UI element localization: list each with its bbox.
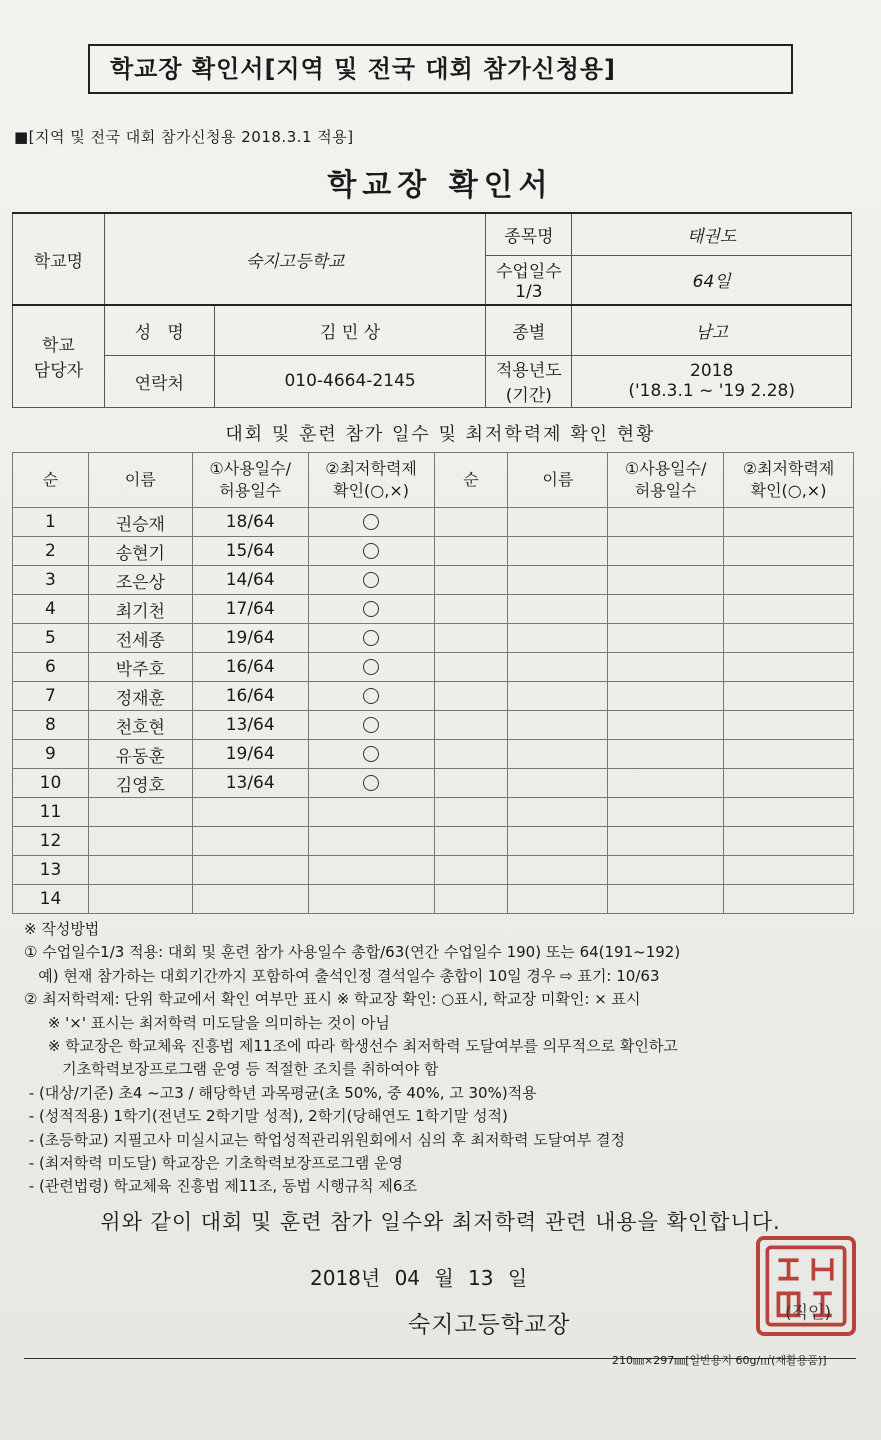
header-name-2: 이름 xyxy=(508,453,608,508)
year-value-line2: ('18.3.1 ~ '19 2.28) xyxy=(628,381,795,401)
event-label: 종목명 xyxy=(486,213,572,255)
header-check-line2: 확인(○,×) xyxy=(750,481,827,500)
row-check xyxy=(308,740,434,769)
row-empty-cell xyxy=(724,624,854,653)
table-row xyxy=(13,798,854,827)
header-name: 이름 xyxy=(88,453,192,508)
row-check xyxy=(308,769,434,798)
row-name xyxy=(88,827,192,856)
confirmed-circle-icon xyxy=(363,630,379,646)
header-check xyxy=(308,453,434,508)
contact-value: 010-4664-2145 xyxy=(214,355,486,407)
note-line: 예) 현재 참가하는 대회기간까지 포함하여 출석인정 결석일수 총합이 10일 경우 ⇨ 표기: 10/63 xyxy=(24,966,660,985)
header-used-days xyxy=(192,453,308,508)
row-empty-cell xyxy=(724,566,854,595)
event-value: 태권도 xyxy=(572,213,852,255)
note-line: 기초학력보장프로그램 운영 등 적절한 조치를 취하여야 함 xyxy=(24,1060,439,1079)
days-label-line2: 1/3 xyxy=(515,282,543,303)
row-no: 11 xyxy=(13,798,89,827)
header-check-2 xyxy=(724,453,854,508)
row-check xyxy=(308,624,434,653)
year-value-line1: 2018 xyxy=(690,361,734,381)
row-name: 권승재 xyxy=(88,508,192,537)
row-name: 유동훈 xyxy=(88,740,192,769)
row-check xyxy=(308,885,434,914)
table-row xyxy=(13,682,854,711)
note-line: - (성적적용) 1학기(전년도 2학기말 성적), 2학기(당해연도 1학기말 성적) xyxy=(24,1107,508,1126)
header-check-line2: 확인(○,×) xyxy=(333,481,409,500)
row-empty-cell xyxy=(608,885,724,914)
row-empty-cell xyxy=(608,653,724,682)
table-row xyxy=(13,827,854,856)
confirmation-statement: 위와 같이 대회 및 훈련 참가 일수와 최저학력 관련 내용을 확인합니다. xyxy=(100,1210,781,1234)
days-value: 64일 xyxy=(572,255,852,305)
row-empty-cell xyxy=(724,856,854,885)
note-line: - (최저학력 미도달) 학교장은 기초학력보장프로그램 운영 xyxy=(24,1154,403,1173)
row-name xyxy=(88,798,192,827)
row-empty-cell xyxy=(434,624,508,653)
row-days: 17/64 xyxy=(192,595,308,624)
row-days: 19/64 xyxy=(192,740,308,769)
row-check xyxy=(308,798,434,827)
row-check xyxy=(308,537,434,566)
days-label-line1: 수업일수 xyxy=(496,262,562,283)
row-empty-cell xyxy=(608,508,724,537)
row-empty-cell xyxy=(434,537,508,566)
note-line: ① 수업일수1/3 적용: 대회 및 훈련 참가 사용일수 총합/63(연간 수업일수 190) 또는 64(191~192) xyxy=(24,943,681,962)
row-days: 16/64 xyxy=(192,653,308,682)
note-line: ※ 학교장은 학교체육 진흥법 제11조에 따라 학생선수 최저학력 도달여부를 의무적으로 확인하고 xyxy=(24,1037,678,1056)
row-no: 8 xyxy=(13,711,89,740)
row-empty-cell xyxy=(608,624,724,653)
school-value: 숙지고등학교 xyxy=(104,213,486,305)
note-line: - (초등학교) 지필고사 미실시교는 학업성적관리위원회에서 심의 후 최저학력 도달여부 결정 xyxy=(24,1130,625,1149)
row-days: 18/64 xyxy=(192,508,308,537)
row-empty-cell xyxy=(434,682,508,711)
header-check-line1: ②최저학력제 xyxy=(325,459,417,478)
header-used-line2: 허용일수 xyxy=(634,481,697,500)
row-no: 13 xyxy=(13,856,89,885)
row-days xyxy=(192,856,308,885)
row-empty-cell xyxy=(508,798,608,827)
name-label: 성 명 xyxy=(104,305,214,355)
row-empty-cell xyxy=(724,508,854,537)
row-empty-cell xyxy=(508,885,608,914)
row-empty-cell xyxy=(724,653,854,682)
row-empty-cell xyxy=(608,740,724,769)
row-check xyxy=(308,856,434,885)
row-empty-cell xyxy=(724,682,854,711)
row-check xyxy=(308,827,434,856)
row-empty-cell xyxy=(508,856,608,885)
row-no: 4 xyxy=(13,595,89,624)
row-empty-cell xyxy=(724,595,854,624)
row-empty-cell xyxy=(434,566,508,595)
row-no: 1 xyxy=(13,508,89,537)
row-name: 전세종 xyxy=(88,624,192,653)
type-label: 종별 xyxy=(486,305,572,355)
row-name: 최기천 xyxy=(88,595,192,624)
row-empty-cell xyxy=(508,595,608,624)
row-empty-cell xyxy=(608,798,724,827)
note-line: ② 최저학력제: 단위 학교에서 확인 여부만 표시 ※ 학교장 확인: ○표시, 학교장 미확인: × 표시 xyxy=(24,990,641,1009)
year-label-line1: 적용년도 xyxy=(496,361,562,381)
row-empty-cell xyxy=(508,682,608,711)
row-check xyxy=(308,653,434,682)
row-name: 박주호 xyxy=(88,653,192,682)
row-name: 조은상 xyxy=(88,566,192,595)
row-empty-cell xyxy=(434,885,508,914)
row-empty-cell xyxy=(434,769,508,798)
row-no: 7 xyxy=(13,682,89,711)
confirmed-circle-icon xyxy=(363,746,379,762)
table-row xyxy=(13,595,854,624)
row-empty-cell xyxy=(434,856,508,885)
table-row xyxy=(13,566,854,595)
row-empty-cell xyxy=(434,827,508,856)
row-empty-cell xyxy=(608,711,724,740)
row-name: 정재훈 xyxy=(88,682,192,711)
year-value xyxy=(572,355,852,407)
year-label xyxy=(486,355,572,407)
year-label-line2: (기간) xyxy=(505,386,552,406)
row-name xyxy=(88,885,192,914)
row-days xyxy=(192,798,308,827)
issue-date: 2018년 04 월 13 일 xyxy=(310,1266,528,1290)
note-line: - (대상/기준) 초4 ~고3 / 해당학년 과목평균(초 50%, 중 40%, 고 30%)적용 xyxy=(24,1083,537,1102)
row-no: 6 xyxy=(13,653,89,682)
row-empty-cell xyxy=(434,711,508,740)
row-empty-cell xyxy=(608,769,724,798)
row-empty-cell xyxy=(508,711,608,740)
row-empty-cell xyxy=(434,740,508,769)
header-used-days-2 xyxy=(608,453,724,508)
seal-mark: (직인) xyxy=(785,1303,832,1323)
row-name xyxy=(88,856,192,885)
row-days xyxy=(192,885,308,914)
row-days: 14/64 xyxy=(192,566,308,595)
row-days: 13/64 xyxy=(192,711,308,740)
row-days: 13/64 xyxy=(192,769,308,798)
header-used-line1: ①사용일수/ xyxy=(624,459,707,478)
section-title: 대회 및 훈련 참가 일수 및 최저학력제 확인 현황 xyxy=(225,424,656,445)
table-row xyxy=(13,769,854,798)
type-value: 남고 xyxy=(572,305,852,355)
confirmed-circle-icon xyxy=(363,775,379,791)
row-no: 3 xyxy=(13,566,89,595)
row-no: 12 xyxy=(13,827,89,856)
row-empty-cell xyxy=(724,740,854,769)
name-value: 김 민 상 xyxy=(214,305,486,355)
row-no: 2 xyxy=(13,537,89,566)
header-check-line1: ②최저학력제 xyxy=(742,459,835,478)
row-empty-cell xyxy=(724,798,854,827)
row-no: 5 xyxy=(13,624,89,653)
row-check xyxy=(308,595,434,624)
row-empty-cell xyxy=(608,566,724,595)
confirmed-circle-icon xyxy=(363,572,379,588)
header-used-line1: ①사용일수/ xyxy=(209,459,291,478)
row-empty-cell xyxy=(608,595,724,624)
confirmed-circle-icon xyxy=(363,543,379,559)
confirmed-circle-icon xyxy=(363,601,379,617)
document-box-title: 학교장 확인서[지역 및 전국 대회 참가신청용] xyxy=(88,44,793,94)
days-label xyxy=(486,255,572,305)
confirmed-circle-icon xyxy=(363,717,379,733)
note-line: - (관련법령) 학교체육 진흥법 제11조, 동법 시행규칙 제6조 xyxy=(24,1177,417,1196)
header-no-2: 순 xyxy=(434,453,508,508)
row-empty-cell xyxy=(608,856,724,885)
table-row xyxy=(13,856,854,885)
row-name: 김영호 xyxy=(88,769,192,798)
row-check xyxy=(308,508,434,537)
row-name: 천호현 xyxy=(88,711,192,740)
row-empty-cell xyxy=(724,885,854,914)
confirmed-circle-icon xyxy=(363,688,379,704)
info-table xyxy=(12,212,852,408)
row-empty-cell xyxy=(434,653,508,682)
school-label: 학교명 xyxy=(13,213,105,305)
row-name: 송현기 xyxy=(88,537,192,566)
row-days: 15/64 xyxy=(192,537,308,566)
note-line: ※ '×' 표시는 최저학력 미도달을 의미하는 것이 아님 xyxy=(24,1013,390,1032)
row-no: 9 xyxy=(13,740,89,769)
manager-label-line2: 담당자 xyxy=(33,361,84,382)
participants-table xyxy=(12,452,854,914)
row-empty-cell xyxy=(608,827,724,856)
confirmed-circle-icon xyxy=(363,659,379,675)
row-days: 16/64 xyxy=(192,682,308,711)
row-check xyxy=(308,566,434,595)
row-empty-cell xyxy=(434,595,508,624)
principal-title: 숙지고등학교장 xyxy=(408,1312,571,1338)
row-empty-cell xyxy=(508,624,608,653)
row-empty-cell xyxy=(434,798,508,827)
row-empty-cell xyxy=(508,653,608,682)
row-empty-cell xyxy=(508,827,608,856)
row-empty-cell xyxy=(608,537,724,566)
manager-label xyxy=(13,305,105,407)
table-row xyxy=(13,711,854,740)
row-empty-cell xyxy=(724,827,854,856)
row-empty-cell xyxy=(508,537,608,566)
row-empty-cell xyxy=(508,769,608,798)
contact-label: 연락처 xyxy=(104,355,214,407)
table-row xyxy=(13,885,854,914)
header-no: 순 xyxy=(13,453,89,508)
row-no: 10 xyxy=(13,769,89,798)
row-empty-cell xyxy=(508,508,608,537)
row-check xyxy=(308,711,434,740)
row-empty-cell xyxy=(724,769,854,798)
paper-spec-footer: 210㎜×297㎜[일반용지 60g/㎡(재활용품)] xyxy=(612,1354,827,1367)
confirmed-circle-icon xyxy=(363,514,379,530)
row-empty-cell xyxy=(508,740,608,769)
row-empty-cell xyxy=(724,537,854,566)
table-row xyxy=(13,653,854,682)
row-days xyxy=(192,827,308,856)
page-title: 학교장 확인서 xyxy=(327,168,554,203)
table-row xyxy=(13,624,854,653)
table-row xyxy=(13,740,854,769)
manager-label-line1: 학교 xyxy=(42,336,75,357)
row-empty-cell xyxy=(608,682,724,711)
row-empty-cell xyxy=(724,711,854,740)
row-empty-cell xyxy=(434,508,508,537)
writing-instructions xyxy=(24,918,864,1199)
header-used-line2: 허용일수 xyxy=(219,481,282,500)
row-no: 14 xyxy=(13,885,89,914)
applicability-note: ■[지역 및 전국 대회 참가신청용 2018.3.1 적용] xyxy=(14,128,354,146)
row-empty-cell xyxy=(508,566,608,595)
note-line: ※ 작성방법 xyxy=(24,920,100,938)
table-row xyxy=(13,508,854,537)
table-row xyxy=(13,537,854,566)
row-days: 19/64 xyxy=(192,624,308,653)
row-check xyxy=(308,682,434,711)
